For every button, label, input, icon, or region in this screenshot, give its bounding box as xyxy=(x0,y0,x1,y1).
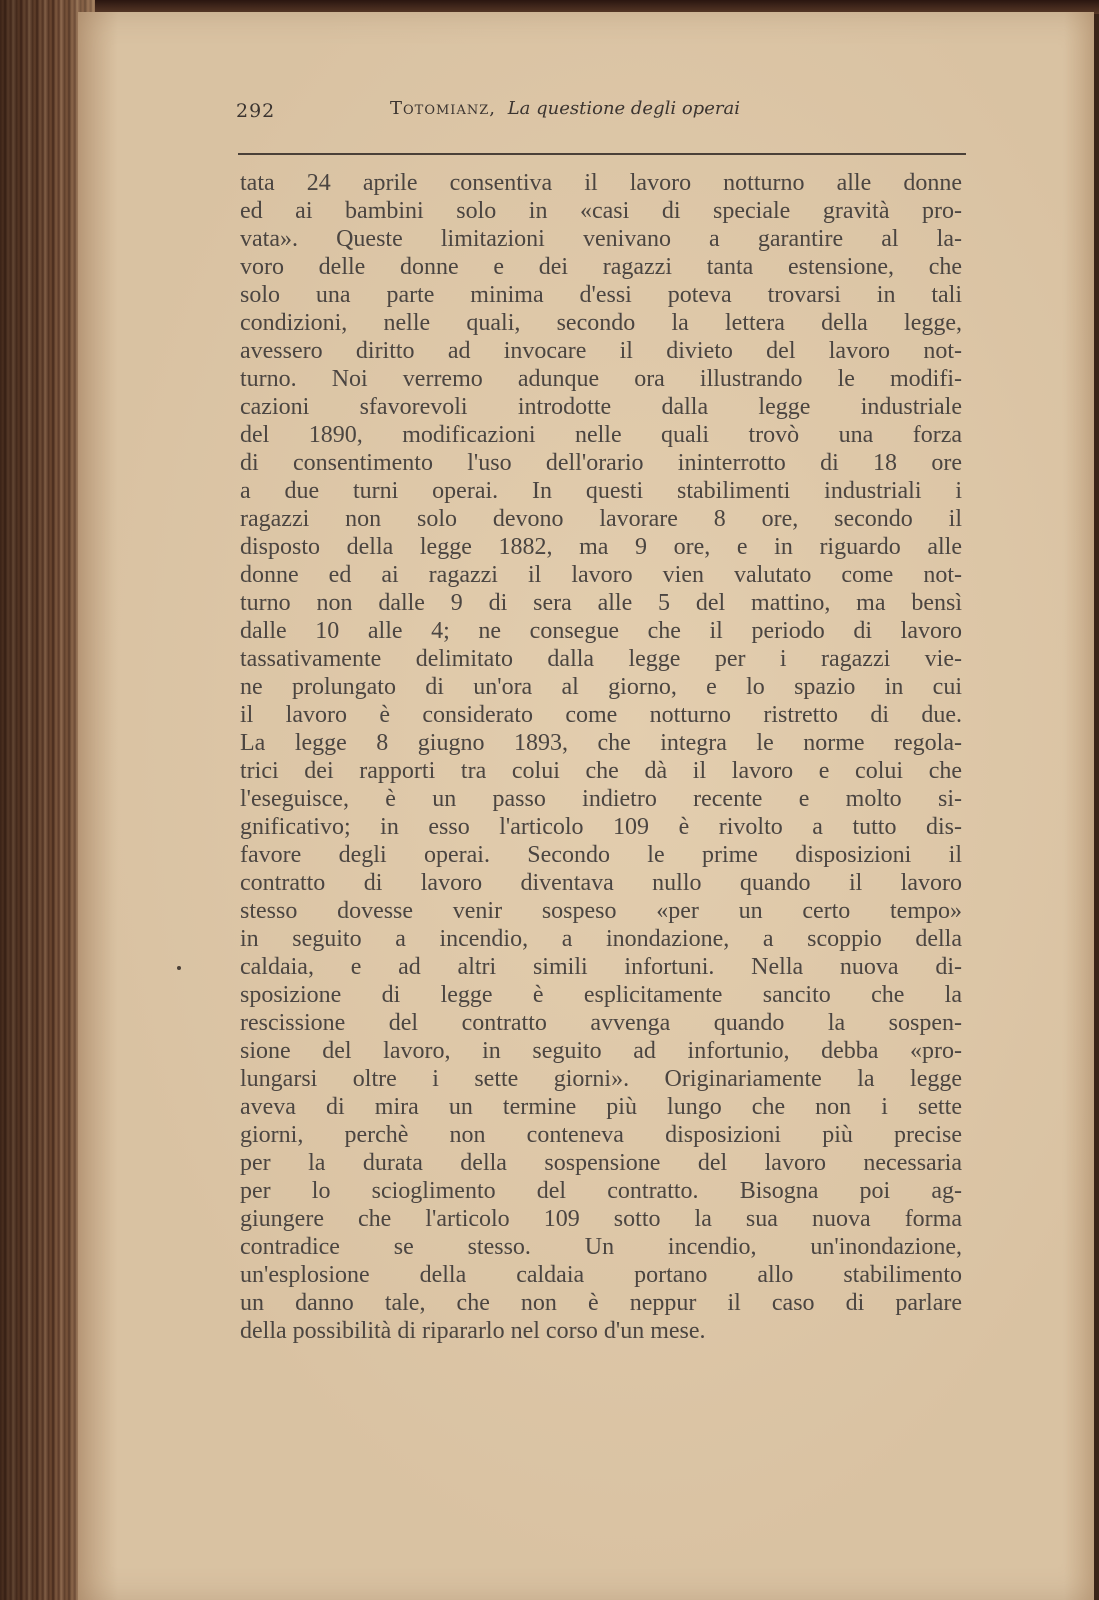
text-line: giungere che l'articolo 109 sotto la sua nuova forma xyxy=(240,1206,962,1232)
text-line: turno non dalle 9 di sera alle 5 del mattino, ma bensì xyxy=(240,590,962,616)
text-line: di consentimento l'uso dell'orario ininterrotto di 18 ore xyxy=(240,450,962,476)
text-line: aveva di mira un termine più lungo che non i sette xyxy=(240,1094,962,1120)
body-text xyxy=(240,169,962,1345)
text-line: favore degli operai. Secondo le prime disposizioni il xyxy=(240,842,962,868)
ink-speck xyxy=(177,966,181,970)
text-line: La legge 8 giugno 1893, che integra le norme regola- xyxy=(240,730,962,756)
text-line: un danno tale, che non è neppur il caso di parlare xyxy=(240,1290,962,1316)
work-title: La questione degli operai xyxy=(507,98,740,119)
text-line: della possibilità di ripararlo nel corso d'un mese. xyxy=(240,1318,706,1344)
running-title xyxy=(390,98,740,119)
text-line: lungarsi oltre i sette giorni». Originariamente la legge xyxy=(240,1066,962,1092)
text-line: vata». Queste limitazioni venivano a garantire al la- xyxy=(240,226,962,252)
text-line: dalle 10 alle 4; ne consegue che il periodo di lavoro xyxy=(240,618,962,644)
text-line: sione del lavoro, in seguito ad infortunio, debba «pro- xyxy=(240,1038,962,1064)
text-line: condizioni, nelle quali, secondo la lettera della legge, xyxy=(240,310,962,336)
text-line: il lavoro è considerato come notturno ristretto di due. xyxy=(240,702,962,728)
text-line: avessero diritto ad invocare il divieto del lavoro not- xyxy=(240,338,962,364)
text-line: in seguito a incendio, a inondazione, a scoppio della xyxy=(240,926,962,952)
text-line: ragazzi non solo devono lavorare 8 ore, secondo il xyxy=(240,506,962,532)
text-line: disposto della legge 1882, ma 9 ore, e in riguardo alle xyxy=(240,534,962,560)
text-line: del 1890, modificazioni nelle quali trovò una forza xyxy=(240,422,962,448)
page-number: 292 xyxy=(236,100,276,122)
text-line: stesso dovesse venir sospeso «per un certo tempo» xyxy=(240,898,962,924)
text-line: a due turni operai. In questi stabilimenti industriali i xyxy=(240,478,962,504)
text-line: sposizione di legge è esplicitamente sancito che la xyxy=(240,982,962,1008)
text-line: giorni, perchè non conteneva disposizioni più precise xyxy=(240,1122,962,1148)
text-line: solo una parte minima d'essi poteva trovarsi in tali xyxy=(240,282,962,308)
running-header xyxy=(236,94,876,134)
text-line: trici dei rapporti tra colui che dà il lavoro e colui che xyxy=(240,758,962,784)
text-line: rescissione del contratto avvenga quando la sospen- xyxy=(240,1010,962,1036)
text-line: gnificativo; in esso l'articolo 109 è rivolto a tutto dis- xyxy=(240,814,962,840)
text-line: l'eseguisce, è un passo indietro recente e molto si- xyxy=(240,786,962,812)
author-name: Totomianz, xyxy=(390,98,496,119)
text-line: turno. Noi verremo adunque ora illustrando le modifi- xyxy=(240,366,962,392)
text-line: ed ai bambini solo in «casi di speciale gravità pro- xyxy=(240,198,962,224)
text-line: cazioni sfavorevoli introdotte dalla legge industriale xyxy=(240,394,962,420)
text-line: per la durata della sospensione del lavoro necessaria xyxy=(240,1150,962,1176)
text-line: voro delle donne e dei ragazzi tanta estensione, che xyxy=(240,254,962,280)
text-line: ne prolungato di un'ora al giorno, e lo spazio in cui xyxy=(240,674,962,700)
text-line: un'esplosione della caldaia portano allo stabilimento xyxy=(240,1262,962,1288)
header-rule xyxy=(238,153,966,155)
text-line: tassativamente delimitato dalla legge per i ragazzi vie- xyxy=(240,646,962,672)
text-line: donne ed ai ragazzi il lavoro vien valutato come not- xyxy=(240,562,962,588)
text-line: contradice se stesso. Un incendio, un'inondazione, xyxy=(240,1234,962,1260)
text-line: contratto di lavoro diventava nullo quando il lavoro xyxy=(240,870,962,896)
text-line: per lo scioglimento del contratto. Bisogna poi ag- xyxy=(240,1178,962,1204)
text-line: tata 24 aprile consentiva il lavoro notturno alle donne xyxy=(240,170,962,196)
text-line: caldaia, e ad altri simili infortuni. Nella nuova di- xyxy=(240,954,962,980)
